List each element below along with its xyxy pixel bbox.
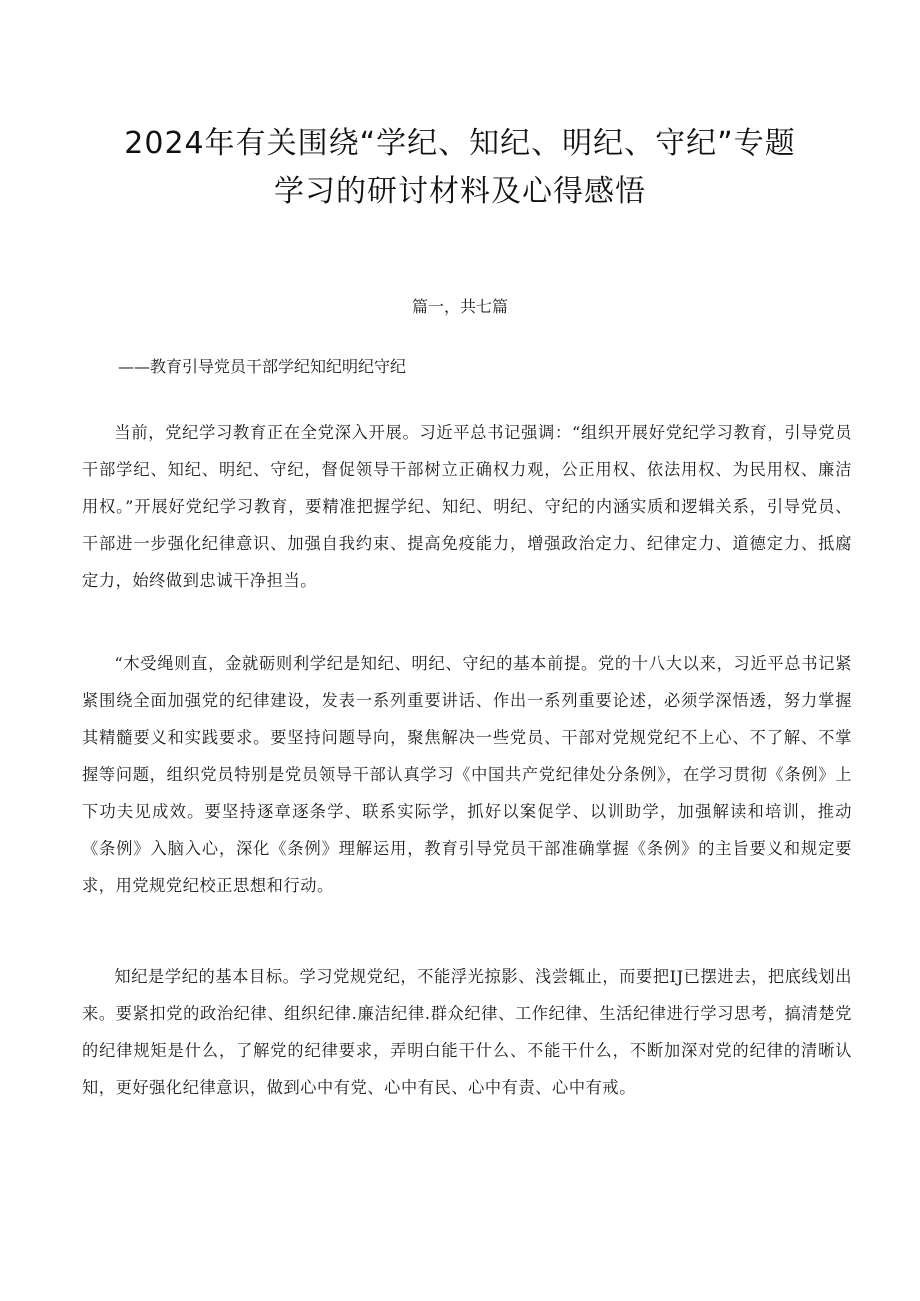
- section-heading: ——教育引导党员干部学纪知纪明纪守纪: [118, 357, 407, 376]
- document-title-line-2: 学习的研讨材料及心得感悟: [274, 174, 646, 209]
- document-title-line-1: 2024年有关围绕“学纪、知纪、明纪、守纪”专题: [124, 126, 796, 161]
- body-paragraph-2: “木受绳则直，金就砺则利学纪是知纪、明纪、守纪的基本前提。党的十八大以来，习近平总书记紧紧围绕全面加强党的纪律建设，发表一系列重要讲话、作出一系列重要论述，必须学深悟透，努力掌握其精髓要义和实践要求。要坚持问题导向，聚焦解决一些党员、干部对党规党纪不上心、不了解、不掌握等问题，组织党员特别是党员领导干部认真学习《中国共产党纪律处分条例》，在学习贯彻《条例》上下功夫见成效。要坚持逐章逐条学、联系实际学，抓好以案促学、以训助学，加强解读和培训，推动《条例》入脑入心，深化《条例》理解运用，教育引导党员干部准确掌握《条例》的主旨要义和规定要求，用党规党纪校正思想和行动。: [82, 654, 852, 895]
- section-subtitle: 篇一，共七篇: [411, 297, 508, 316]
- body-paragraph-3: 知纪是学纪的基本目标。学习党规党纪，不能浮光掠影、浅尝辄止，而要把IJ已摆进去，把底线划出来。要紧扣党的政治纪律、组织纪律.廉洁纪律.群众纪律、工作纪律、生活纪律进行学习思考，搞清楚党的纪律规矩是什么，了解党的纪律要求，弄明白能干什么、不能干什么，不断加深对党的纪律的清晰认知，更好强化纪律意识，做到心中有党、心中有民、心中有责、心中有戒。: [82, 967, 852, 1097]
- body-paragraph-1: 当前，党纪学习教育正在全党深入开展。习近平总书记强调：“组织开展好党纪学习教育，引导党员干部学纪、知纪、明纪、守纪，督促领导干部树立正确权力观，公正用权、依法用权、为民用权、廉洁用权。”开展好党纪学习教育，要精准把握学纪、知纪、明纪、守纪的内涵实质和逻辑关系，引导党员、干部进一步强化纪律意识、加强自我约束、提高免疫能力，增强政治定力、纪律定力、道德定力、抵腐定力，始终做到忠诚干净担当。: [82, 423, 852, 590]
